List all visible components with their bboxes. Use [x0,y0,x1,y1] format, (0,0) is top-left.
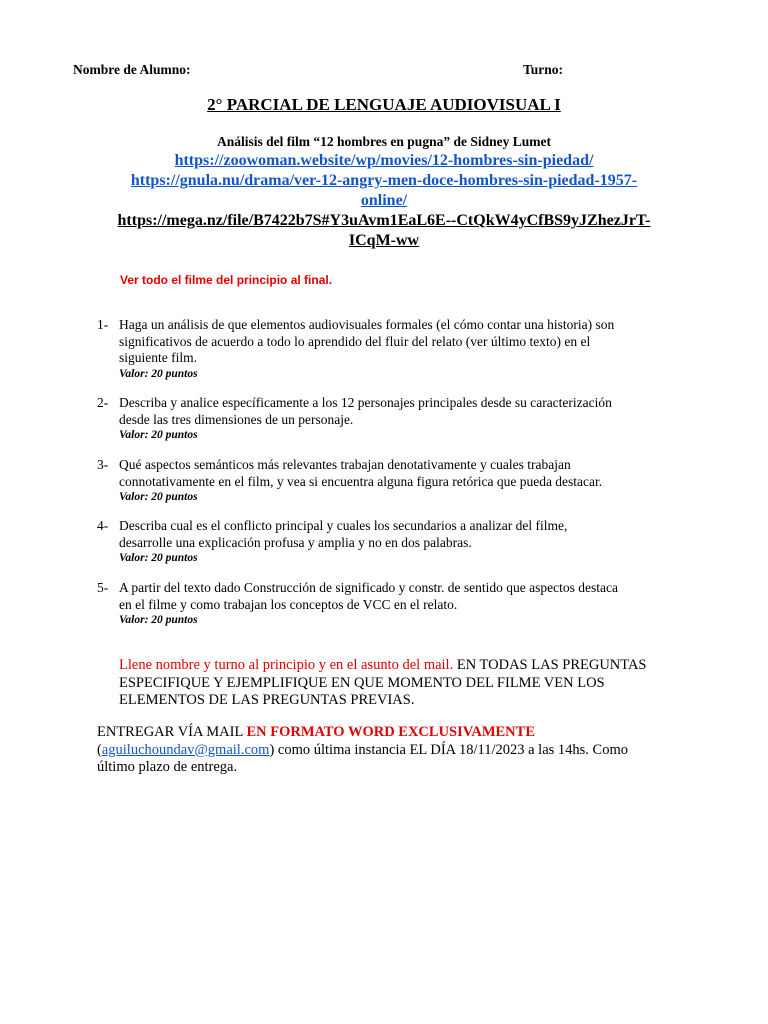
question-3 [97,457,702,504]
delivery-line [97,724,709,742]
instructions-line: ELEMENTOS DE LAS PREGUNTAS PREVIAS. [119,692,415,708]
delivery-line [97,742,709,760]
question-line: Qué aspectos semánticos más relevantes trabajan denotativamente y cuales trabajan [119,457,571,472]
question-line: en el filme y como trabajan los conceptos de VCC en el relato. [119,596,458,612]
question-line: siguiente film. [119,350,197,365]
question-4 [97,518,702,565]
instructions-line: ESPECIFIQUE Y EJEMPLIFIQUE EN QUE MOMENTO DEL FILME VEN LOS [119,674,605,691]
link-gnula-line1[interactable]: https://gnula.nu/drama/ver-12-angry-men-doce-hombres-sin-piedad-1957- [130,172,638,189]
question-line: connotativamente en el film, y vea si encuentra alguna figura retórica que pueda destacar. [119,473,603,489]
instructions-line [119,657,709,675]
question-number: 1- [97,317,109,332]
header-row [73,62,693,80]
page-title: 2° PARCIAL DE LENGUAJE AUDIOVISUAL I [207,95,561,114]
open-paren: ( [97,741,102,758]
question-value: Valor: 20 puntos [119,614,198,626]
question-number: 3- [97,457,109,472]
question-2 [97,395,702,442]
delivery-paragraph [97,724,709,777]
question-line: Describa y analice específicamente a los 12 personajes principales desde su caracterización [119,395,612,410]
question-value: Valor: 20 puntos [119,491,198,503]
question-number: 5- [97,580,109,595]
question-line: Describa cual es el conflicto principal y cuales los secundarios a analizar del filme, [119,518,568,533]
delivery-line: último plazo de entrega. [97,759,238,775]
question-1 [97,317,702,381]
question-number: 4- [97,518,109,533]
question-value: Valor: 20 puntos [119,429,198,441]
question-line: Haga un análisis de que elementos audiovisuales formales (el cómo contar una historia) son [119,317,615,332]
question-line: desde las tres dimensiones de un personaje. [119,411,354,427]
question-line: A partir del texto dado Construcción de significado y constr. de sentido que aspectos destaca [119,580,618,595]
link-gnula-line2[interactable]: online/ [360,192,408,209]
page-subtitle: Análisis del film “12 hombres en pugna” de Sidney Lumet [217,134,551,149]
watch-full-film-note: Ver todo el filme del principio al final. [120,273,333,287]
question-line: significativos de acuerdo a todo lo aprendido del fluir del relato (ver último texto) en el [119,333,591,349]
question-value: Valor: 20 puntos [119,367,198,380]
instructions-red-text: Llene nombre y turno al principio y en el asunto del mail. [119,657,454,673]
film-links [60,151,708,251]
question-5 [97,580,702,627]
instructions-text: EN TODAS LAS PREGUNTAS [453,657,647,673]
word-format-note: EN FORMATO WORD EXCLUSIVAMENTE [246,724,536,740]
link-mega-line2[interactable]: ICqM-ww [348,232,420,249]
question-value: Valor: 20 puntos [119,552,198,564]
shift-label: Turno: [523,62,564,77]
student-name-label: Nombre de Alumno: [73,62,191,77]
email-link[interactable]: aguiluchoundav@gmail.com [101,741,270,758]
instructions-paragraph [119,657,709,710]
delivery-deadline: ) como última instancia EL DÍA 18/11/2023 a las 14hs. Como [269,741,628,758]
link-mega-line1[interactable]: https://mega.nz/file/B7422b7S#Y3uAvm1EaL6E--CtQkW4yCfBS9yJZhezJrT- [117,212,651,229]
question-number: 2- [97,395,109,410]
delivery-prefix: ENTREGAR VÍA MAIL [97,724,247,740]
link-zoowoman[interactable]: https://zoowoman.website/wp/movies/12-hombres-sin-piedad/ [174,152,594,169]
question-line: desarrolle una explicación profusa y amplia y no en dos palabras. [119,534,472,550]
